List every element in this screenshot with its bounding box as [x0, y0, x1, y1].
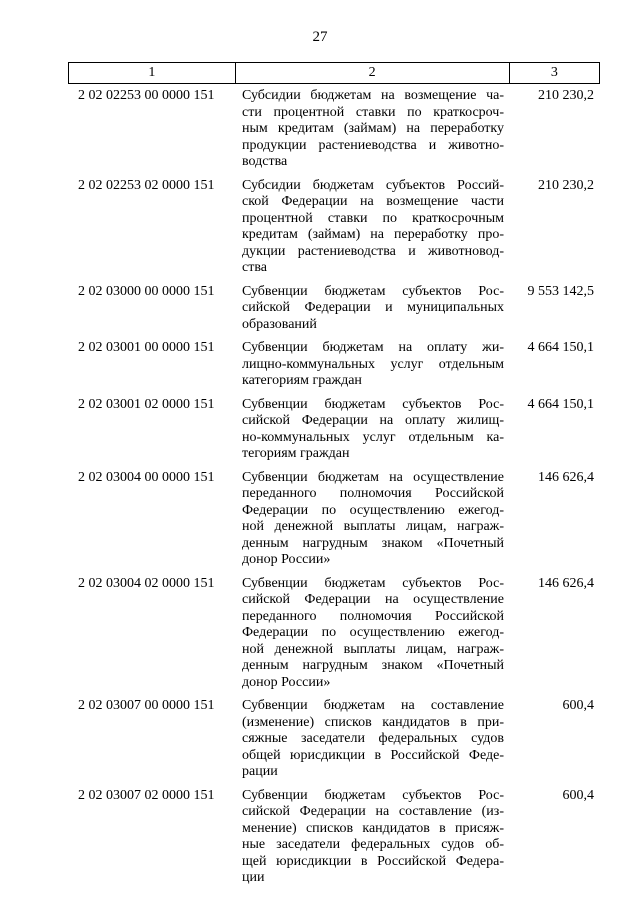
description-line: ной денежной выплаты лицам, награж-	[242, 519, 504, 534]
description-line: но-коммунальных услуг отдельным ка-	[242, 429, 504, 445]
table-row	[0, 470, 640, 569]
description-line: Субсидии бюджетам субъектов Россий-	[242, 177, 504, 193]
budget-code: 2 02 03004 00 0000 151	[78, 469, 215, 485]
description-line: общей юрисдикции в Российской Феде-	[242, 747, 504, 763]
description-line: денным нагрудным знаком «Почетный	[242, 535, 504, 551]
column-header-1: 1	[69, 63, 236, 84]
table-header	[68, 62, 600, 84]
amount: 600,4	[562, 787, 594, 803]
table-row	[0, 788, 640, 887]
budget-code: 2 02 03001 00 0000 151	[78, 340, 215, 355]
description-line: донор России»	[242, 552, 331, 567]
description-line: сийской Федерации на составление (из-	[242, 804, 504, 819]
budget-code: 2 02 02253 02 0000 151	[78, 177, 215, 193]
description	[242, 340, 504, 390]
description-line: переданного полномочия Российской	[242, 608, 504, 624]
description-line: Субвенции бюджетам на оплату жи-	[242, 340, 504, 355]
description-line: денным нагрудным знаком «Почетный	[242, 658, 504, 673]
description-line: образований	[242, 316, 317, 332]
amount: 210 230,2	[538, 177, 594, 193]
description-line: дукции растениеводства и животновод-	[242, 243, 504, 259]
description-line: сийской Федерации на осуществление	[242, 592, 504, 607]
amount: 9 553 142,5	[527, 283, 594, 299]
description-line: Субвенции бюджетам субъектов Рос-	[242, 575, 504, 591]
description-line: донор России»	[242, 674, 331, 690]
budget-code: 2 02 02253 00 0000 151	[78, 88, 215, 103]
description-line: ные заседатели федеральных судов об-	[242, 837, 504, 852]
description-line: рации	[242, 764, 278, 779]
amount: 146 626,4	[538, 575, 594, 591]
description-line: ным кредитам (займам) на переработку	[242, 121, 504, 136]
description-line: сти процентной ставки по краткосроч-	[242, 104, 504, 120]
budget-code: 2 02 03000 00 0000 151	[78, 283, 215, 299]
description	[242, 576, 504, 692]
amount: 600,4	[562, 698, 594, 713]
table-row	[0, 284, 640, 334]
amount: 4 664 150,1	[527, 340, 594, 355]
description-line: Федерации по осуществлению ежегод-	[242, 502, 504, 518]
table-body	[0, 88, 640, 894]
description-line: ской Федерации на возмещение части	[242, 194, 504, 209]
description-line: процентной ставки по краткосрочным	[242, 210, 504, 226]
description-line: Субвенции бюджетам субъектов Рос-	[242, 787, 504, 803]
table-row	[0, 178, 640, 277]
description-line: сийской Федерации и муниципальных	[242, 300, 504, 315]
description-line: щей юрисдикции в Российской Федера-	[242, 853, 504, 869]
amount: 210 230,2	[538, 88, 594, 103]
description-line: категориям граждан	[242, 373, 362, 388]
description	[242, 88, 504, 171]
page-number: 27	[312, 29, 328, 45]
description-line: Субвенции бюджетам субъектов Рос-	[242, 396, 504, 412]
description-line: Субвенции бюджетам на осуществление	[242, 469, 504, 485]
description-line: Федерации по осуществлению ежегод-	[242, 625, 504, 640]
table-row	[0, 340, 640, 390]
description	[242, 284, 504, 334]
description-line: тегориям граждан	[242, 446, 350, 461]
column-header-3: 3	[509, 63, 599, 84]
description	[242, 788, 504, 887]
table-row	[0, 576, 640, 692]
description	[242, 397, 504, 463]
description-line: Субсидии бюджетам на возмещение ча-	[242, 88, 504, 103]
description-line: (изменение) списков кандидатов в при-	[242, 714, 504, 730]
table-row	[0, 397, 640, 463]
column-header-2: 2	[235, 63, 509, 84]
budget-code: 2 02 03001 02 0000 151	[78, 396, 215, 412]
budget-code: 2 02 03007 00 0000 151	[78, 698, 215, 713]
description	[242, 698, 504, 781]
description-line: Субвенции бюджетам субъектов Рос-	[242, 283, 504, 299]
description-line: ной денежной выплаты лицам, награж-	[242, 641, 504, 657]
description-line: водства	[242, 154, 288, 169]
description-line: сийской Федерации на оплату жилищ-	[242, 413, 504, 428]
description-line: кредитам (займам) на переработку про-	[242, 227, 504, 242]
amount: 4 664 150,1	[527, 396, 594, 412]
description	[242, 178, 504, 277]
description-line: Субвенции бюджетам на составление	[242, 698, 504, 713]
description-line: ства	[242, 260, 267, 275]
budget-code: 2 02 03007 02 0000 151	[78, 787, 215, 803]
description-line: ции	[242, 870, 265, 885]
description-line: сяжные заседатели федеральных судов	[242, 731, 504, 746]
amount: 146 626,4	[538, 469, 594, 485]
description-line: лищно-коммунальных услуг отдельным	[242, 356, 504, 372]
budget-code: 2 02 03004 02 0000 151	[78, 575, 215, 591]
table-row	[0, 88, 640, 171]
description	[242, 470, 504, 569]
table-row	[0, 698, 640, 781]
description-line: продукции растениеводства и животно-	[242, 137, 504, 153]
description-line: переданного полномочия Российской	[242, 486, 504, 501]
description-line: менение) списков кандидатов в присяж-	[242, 820, 504, 836]
